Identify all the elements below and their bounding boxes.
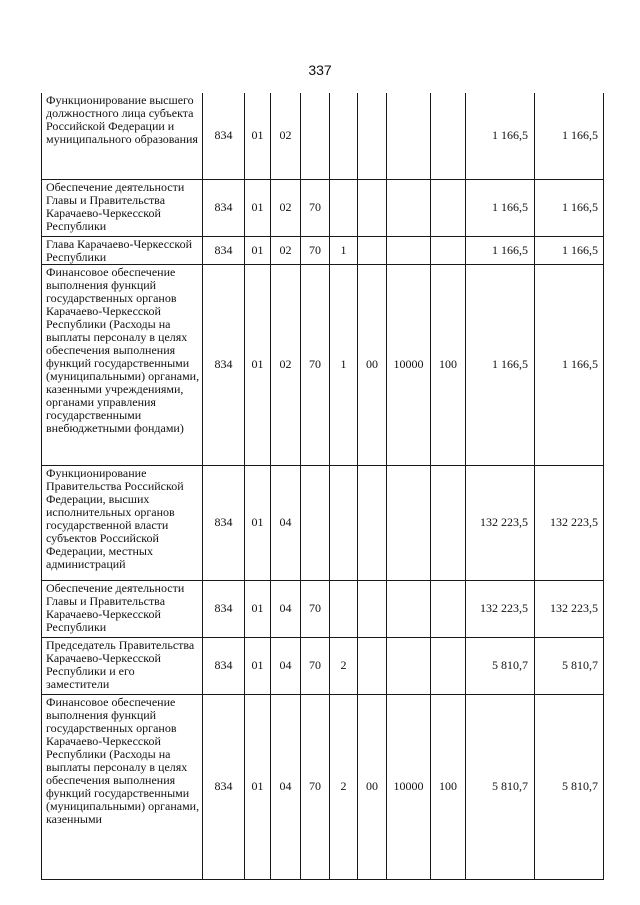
row-name-cell: Финансовое обеспечение выполнения функций государственных органов Карачаево-Черкесской Республики (Расходы на выплаты персоналу в целях обеспечения выполнения функций государственными (муниципальными) органами, казенными учреждениями, органами управления государственными внебюджетными фондами) — [42, 264, 203, 465]
ved-code-cell: 834 — [203, 264, 245, 465]
table-row — [42, 580, 604, 637]
row-name-cell: Глава Карачаево-Черкесской Республики — [42, 236, 203, 264]
sum-year2-cell: 1 166,5 — [535, 264, 604, 465]
expense-type-cell: 100 — [431, 264, 466, 465]
subprogram-code-cell — [330, 93, 358, 179]
event-code-cell: 00 — [358, 264, 387, 465]
event-code-cell — [358, 236, 387, 264]
sum-year2-cell: 132 223,5 — [535, 465, 604, 580]
table-row — [42, 694, 604, 879]
expense-type-cell — [431, 179, 466, 236]
direction-code-cell — [387, 93, 431, 179]
subprogram-code-cell: 2 — [330, 694, 358, 879]
expense-type-cell — [431, 580, 466, 637]
subsection-code-cell: 04 — [271, 580, 301, 637]
expense-type-cell — [431, 465, 466, 580]
program-code-cell: 70 — [301, 580, 330, 637]
row-name-cell: Обеспечение деятельности Главы и Правительства Карачаево-Черкесской Республики — [42, 580, 203, 637]
program-code-cell — [301, 465, 330, 580]
direction-code-cell — [387, 179, 431, 236]
budget-table — [41, 93, 604, 880]
program-code-cell: 70 — [301, 236, 330, 264]
program-code-cell — [301, 93, 330, 179]
subsection-code-cell: 04 — [271, 694, 301, 879]
sum-year2-cell: 5 810,7 — [535, 637, 604, 694]
ved-code-cell: 834 — [203, 236, 245, 264]
ved-code-cell: 834 — [203, 637, 245, 694]
program-code-cell: 70 — [301, 264, 330, 465]
table-row — [42, 264, 604, 465]
sum-year2-cell: 5 810,7 — [535, 694, 604, 879]
subsection-code-cell: 04 — [271, 465, 301, 580]
section-code-cell: 01 — [245, 236, 271, 264]
row-name-cell: Функционирование высшего должностного лица субъекта Российской Федерации и муниципального образования — [42, 93, 203, 179]
subprogram-code-cell — [330, 580, 358, 637]
section-code-cell: 01 — [245, 637, 271, 694]
section-code-cell: 01 — [245, 694, 271, 879]
program-code-cell: 70 — [301, 179, 330, 236]
expense-type-cell — [431, 637, 466, 694]
sum-year1-cell: 1 166,5 — [466, 264, 535, 465]
row-name-cell: Функционирование Правительства Российской Федерации, высших исполнительных органов государственной власти субъектов Российской Федерации, местных администраций — [42, 465, 203, 580]
subprogram-code-cell: 2 — [330, 637, 358, 694]
section-code-cell: 01 — [245, 93, 271, 179]
direction-code-cell — [387, 580, 431, 637]
page-number: 337 — [308, 62, 332, 78]
direction-code-cell — [387, 637, 431, 694]
sum-year2-cell: 1 166,5 — [535, 93, 604, 179]
event-code-cell — [358, 465, 387, 580]
section-code-cell: 01 — [245, 580, 271, 637]
sum-year1-cell: 1 166,5 — [466, 93, 535, 179]
subsection-code-cell: 02 — [271, 179, 301, 236]
program-code-cell: 70 — [301, 694, 330, 879]
direction-code-cell: 10000 — [387, 694, 431, 879]
sum-year1-cell: 1 166,5 — [466, 179, 535, 236]
section-code-cell: 01 — [245, 465, 271, 580]
sum-year1-cell: 5 810,7 — [466, 694, 535, 879]
subsection-code-cell: 02 — [271, 93, 301, 179]
ved-code-cell: 834 — [203, 694, 245, 879]
event-code-cell — [358, 637, 387, 694]
table-row — [42, 465, 604, 580]
ved-code-cell: 834 — [203, 580, 245, 637]
section-code-cell: 01 — [245, 179, 271, 236]
sum-year1-cell: 132 223,5 — [466, 580, 535, 637]
section-code-cell: 01 — [245, 264, 271, 465]
subsection-code-cell: 02 — [271, 236, 301, 264]
direction-code-cell — [387, 465, 431, 580]
row-name-cell: Обеспечение деятельности Главы и Правительства Карачаево-Черкесской Республики — [42, 179, 203, 236]
event-code-cell — [358, 179, 387, 236]
ved-code-cell: 834 — [203, 465, 245, 580]
subprogram-code-cell — [330, 465, 358, 580]
table-row — [42, 236, 604, 264]
table-row — [42, 637, 604, 694]
table-body — [42, 93, 604, 879]
expense-type-cell: 100 — [431, 694, 466, 879]
row-name-cell: Финансовое обеспечение выполнения функций государственных органов Карачаево-Черкесской Республики (Расходы на выплаты персоналу в целях обеспечения выполнения функций государственными (муниципальными) органами, казенными — [42, 694, 203, 879]
event-code-cell: 00 — [358, 694, 387, 879]
event-code-cell — [358, 93, 387, 179]
sum-year2-cell: 132 223,5 — [535, 580, 604, 637]
event-code-cell — [358, 580, 387, 637]
expense-type-cell — [431, 236, 466, 264]
row-name-cell: Председатель Правительства Карачаево-Черкесской Республики и его заместители — [42, 637, 203, 694]
table-row — [42, 93, 604, 179]
direction-code-cell — [387, 236, 431, 264]
sum-year1-cell: 132 223,5 — [466, 465, 535, 580]
subsection-code-cell: 02 — [271, 264, 301, 465]
program-code-cell: 70 — [301, 637, 330, 694]
subprogram-code-cell — [330, 179, 358, 236]
expense-type-cell — [431, 93, 466, 179]
sum-year1-cell: 1 166,5 — [466, 236, 535, 264]
sum-year1-cell: 5 810,7 — [466, 637, 535, 694]
sum-year2-cell: 1 166,5 — [535, 236, 604, 264]
ved-code-cell: 834 — [203, 93, 245, 179]
direction-code-cell: 10000 — [387, 264, 431, 465]
sum-year2-cell: 1 166,5 — [535, 179, 604, 236]
subprogram-code-cell: 1 — [330, 236, 358, 264]
ved-code-cell: 834 — [203, 179, 245, 236]
table-row — [42, 179, 604, 236]
subsection-code-cell: 04 — [271, 637, 301, 694]
subprogram-code-cell: 1 — [330, 264, 358, 465]
